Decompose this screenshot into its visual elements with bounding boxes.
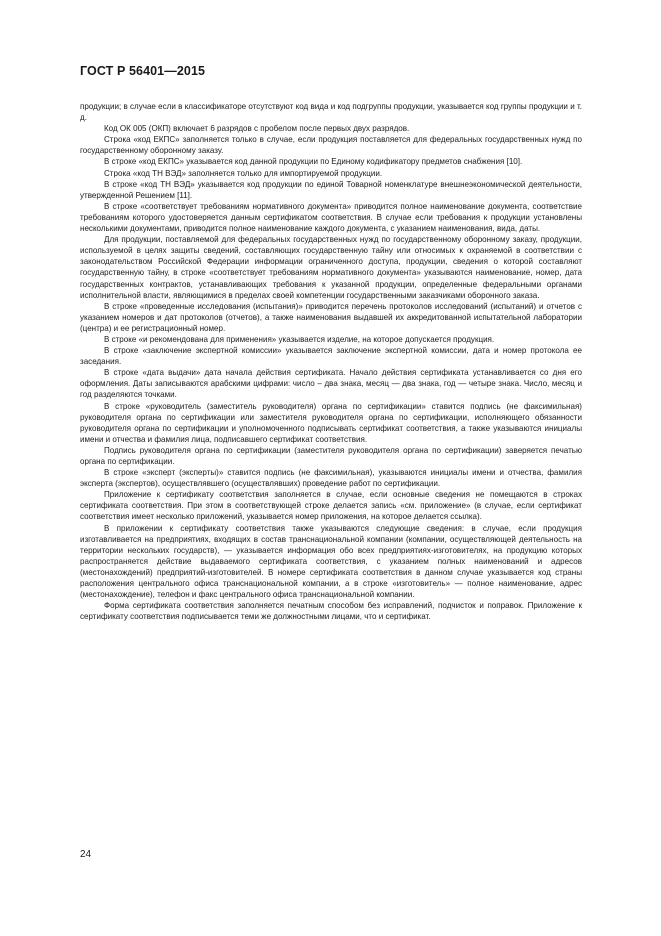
paragraph-6: В строке «код ТН ВЭД» указывается код продукции по единой Товарной номенклатуре внешнеэкономической деятельности, утвержденной Решением [11].: [80, 179, 582, 200]
page-number: 24: [80, 849, 92, 860]
paragraph-2: Код ОК 005 (ОКП) включает 6 разрядов с пробелом после первых двух разрядов.: [104, 124, 410, 134]
paragraph-3: Строка «код ЕКПС» заполняется только в случае, если продукция поставляется для федеральных государственных нужд по государственному оборонному заказу.: [80, 135, 582, 156]
paragraph-13: В строке «руководитель (заместитель руководителя) органа по сертификации» ставится подпись (не факсимильная) руководителя органа по сертификации или заместителя руководителя органа по сертификации, исполняющего обязанности руководителя органа по сертификации и уполномоченного подписывать сертификат соответствия, а также указываются инициалы имени и отчества и фамилия лица, подписавшего сертификат соответствия.: [80, 401, 582, 444]
document-body: [80, 101, 582, 622]
paragraph-5: Строка «код ТН ВЭД» заполняется только для импортируемой продукции.: [104, 168, 383, 178]
paragraph-11: В строке «заключение экспертной комиссии» указывается заключение экспертной комиссии, дата и номер протокола ее заседания.: [80, 346, 582, 367]
paragraph-14: Подпись руководителя органа по сертификации (заместителя руководителя органа по сертификации) заверяется печатью органа по сертификации.: [80, 445, 582, 466]
paragraph-17: В приложении к сертификату соответствия также указываются следующие сведения: в случае, если продукция изготавливается на предприятиях, входящих в состав транснациональной компании (компании, осуществляющей деятельность на территории нескольких государств), — указывается информация обо всех предприятиях-изготовителях, на продукцию которых распространяется действие выдаваемого сертификата соответствия, с указанием полных наименований и адресов (местонахождений) предприятий-изготовителей. В номере сертификата соответствия в данном случае указывается код страны расположения центрального офиса транснациональной компании, а в строке «изготовитель» — полное наименование, адрес (местонахождение), телефон и факс центрального офиса транснациональной компании.: [80, 523, 582, 600]
paragraph-9: В строке «проведенные исследования (испытания)» приводится перечень протоколов исследований (испытаний) и отчетов с указанием номеров и дат протоколов (отчетов), а также наименования выдавшей их аккредитованной испытательной лаборатории (центра) и ее регистрационный номер.: [80, 301, 582, 333]
document-header: ГОСТ Р 56401—2015: [80, 64, 206, 78]
paragraph-4: В строке «код ЕКПС» указывается код данной продукции по Единому кодификатору предметов снабжения [10].: [104, 157, 523, 167]
paragraph-1: продукции; в случае если в классификаторе отсутствуют код вида и код подгруппы продукции, указывается код группы продукции и т. д.: [80, 102, 582, 123]
paragraph-18: Форма сертификата соответствия заполняется печатным способом без исправлений, подчисток и поправок. Приложение к сертификату соответствия подписывается теми же должностными лицами, что и сертификат.: [80, 601, 582, 622]
paragraph-7: В строке «соответствует требованиям нормативного документа» приводится полное наименование документа, соответствие требованиям которого удостоверяется данным сертификатом соответствия. В случае если требования к продукции установлены несколькими документами, приводится полное наименование каждого документа, с указанием наименования, вида, даты.: [80, 201, 582, 234]
paragraph-15: В строке «эксперт (эксперты)» ставится подпись (не факсимильная), указываются инициалы имени и отчества, фамилия эксперта (экспертов), осуществлявшего (осуществлявших) проведение работ по сертификации.: [80, 468, 582, 489]
paragraph-12: В строке «дата выдачи» дата начала действия сертификата. Начало действия сертификата устанавливается со дня его оформления. Даты записываются арабскими цифрами: число – два знака, месяц — два знака, год — четыре знака. Число, месяц и год разделяются точками.: [80, 368, 582, 400]
paragraph-8: Для продукции, поставляемой для федеральных государственных нужд по государственному оборонному заказу, продукции, используемой в целях защиты сведений, составляющих государственную тайну или относимых к охраняемой в соответствии с законодательством Российской Федерации информации ограниченного доступа, продукции, сведения о которой составляют государственную тайну, в строке «соответствует требованиям нормативного документа» указываются наименование, номер, дата государственных контрактов, устанавливающих требования к указанной продукции, определенные федеральными органами исполнительной власти, являющимися в пределах своей компетенции государственными заказчиками оборонного заказа.: [80, 235, 582, 300]
paragraph-10: В строке «и рекомендована для применения» указывается изделие, на которое допускается продукция.: [104, 334, 495, 344]
paragraph-16: Приложение к сертификату соответствия заполняется в случае, если основные сведения не помещаются в строках сертификата соответствия. При этом в соответствующей строке делается запись «см. приложение» (в случае, если сертификат соответствия имеет несколько приложений, указывается номер приложения, на которое делается ссылка).: [80, 490, 582, 522]
